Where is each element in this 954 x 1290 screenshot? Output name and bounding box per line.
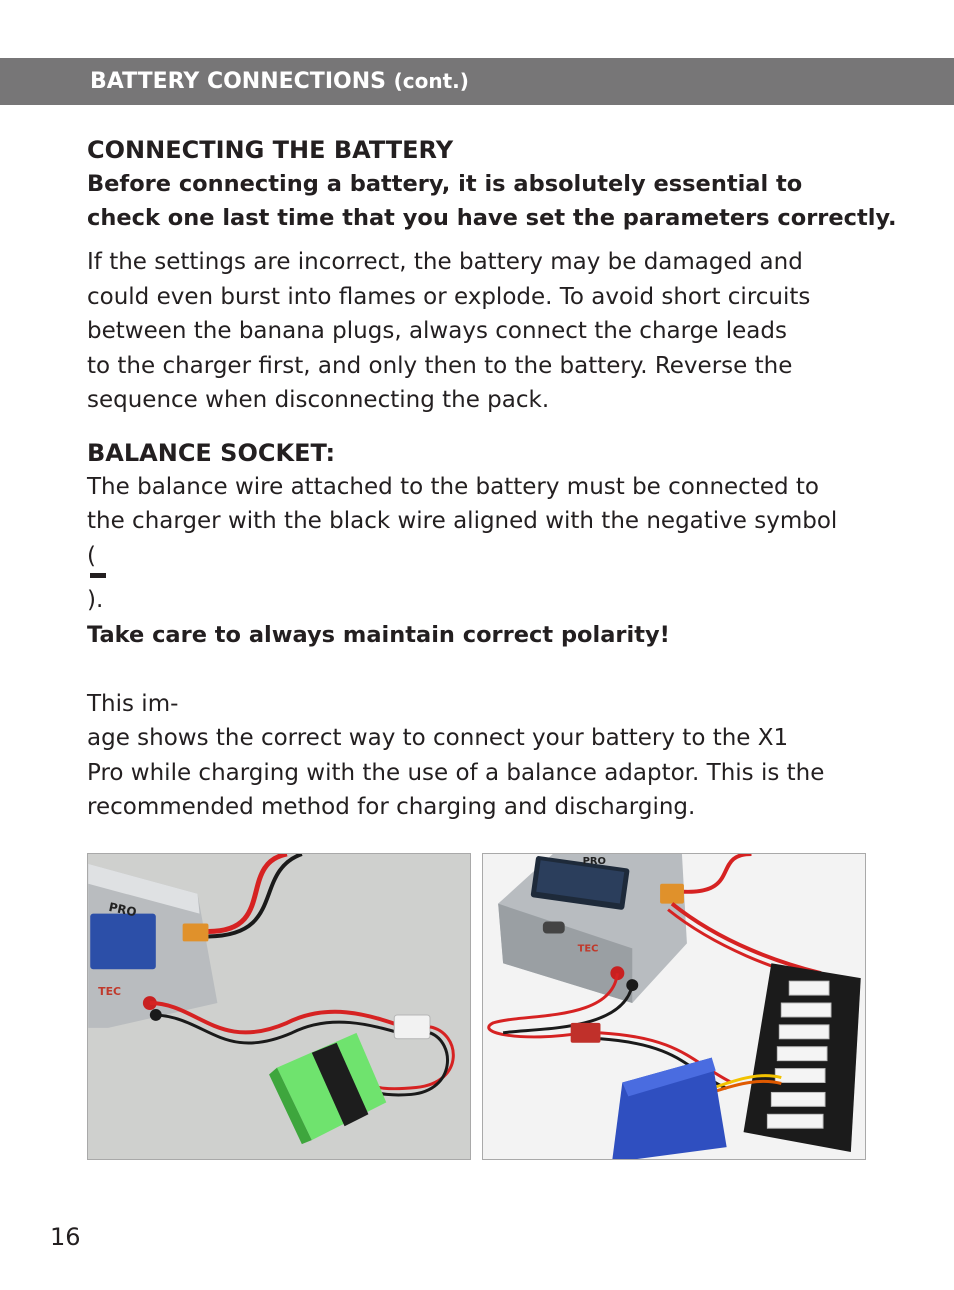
warning-lead-line: check one last time that you have set the parameters correctly. <box>87 205 897 231</box>
paragraph-line: to the charger first, and only then to the battery. Reverse the <box>87 352 793 379</box>
charger-balance-board-illustration <box>483 854 865 1159</box>
paragraph-line: the charger with the black wire aligned with the negative symbol <box>87 508 838 534</box>
charger-nimh-illustration <box>88 854 470 1159</box>
charger-logo: PRO <box>107 899 138 920</box>
paragraph-line: Pro while charging with the use of a balance adaptor. This is the <box>87 759 825 786</box>
warning-lead <box>87 167 897 235</box>
photo-nimh-battery-connection <box>87 853 471 1160</box>
section-header-bar <box>0 58 954 105</box>
paragraph-line-tail: This im- <box>87 690 179 717</box>
page-content <box>87 133 897 825</box>
section-header-title <box>90 68 469 95</box>
paren-open: ( <box>87 542 96 569</box>
paragraph-line-polarity <box>87 539 877 722</box>
connecting-paragraph <box>87 245 877 418</box>
section-header-title-text: BATTERY CONNECTIONS <box>90 69 386 94</box>
heading-connecting-battery: CONNECTING THE BATTERY <box>87 136 454 164</box>
paragraph-line: The balance wire attached to the battery must be connected to <box>87 473 819 500</box>
charger-brand-text: TEC <box>98 985 122 999</box>
paragraph-line: between the banana plugs, always connect the charge leads <box>87 318 787 344</box>
heading-balance-socket: BALANCE SOCKET: <box>87 438 336 467</box>
paragraph-line: age shows the correct way to connect your battery to the X1 <box>87 725 789 751</box>
section-header-title-suffix: (cont.) <box>393 69 469 93</box>
paragraph-line: sequence when disconnecting the pack. <box>87 387 550 413</box>
page-number: 16 <box>50 1223 81 1251</box>
photo-balance-adaptor-connection <box>482 853 866 1160</box>
charger-brand-text: TEC <box>577 943 599 955</box>
paren-close: ). <box>87 587 104 613</box>
paragraph-line: could even burst into flames or explode. To avoid short circuits <box>87 283 811 310</box>
paragraph-line: recommended method for charging and discharging. <box>87 794 696 820</box>
negative-symbol-icon <box>90 573 106 578</box>
polarity-warning: Take care to always maintain correct polarity! <box>87 621 670 648</box>
paragraph-line: If the settings are incorrect, the battery may be damaged and <box>87 249 803 275</box>
charger-logo: PRO <box>582 855 606 867</box>
balance-paragraph <box>87 470 877 825</box>
warning-lead-line: Before connecting a battery, it is absolutely essential to <box>87 171 803 197</box>
